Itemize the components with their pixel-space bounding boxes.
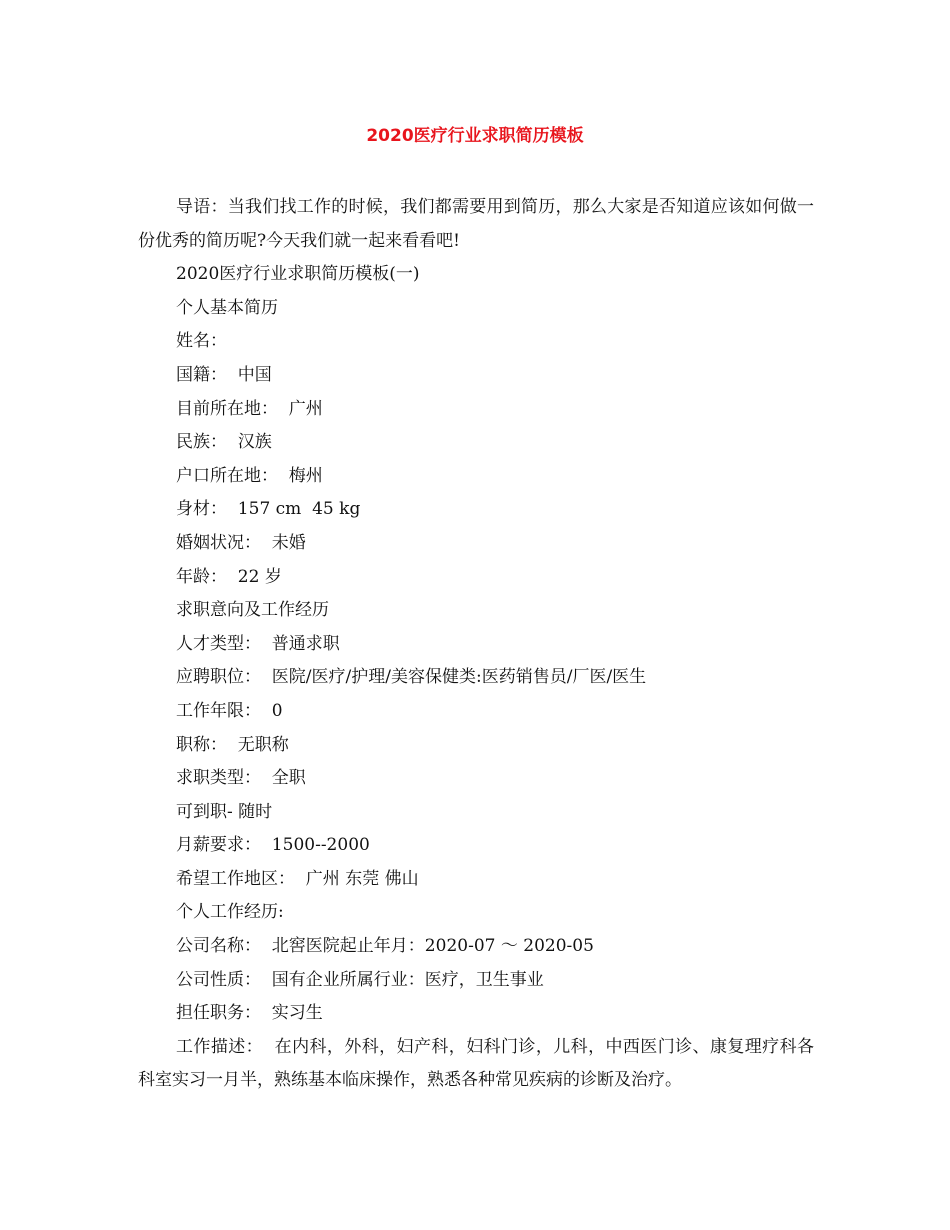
field-line: 人才类型： 普通求职 xyxy=(176,633,340,654)
section-heading: 求职意向及工作经历 xyxy=(176,600,329,621)
intro-paragraph: 导语：当我们找工作的时候，我们都需要用到简历，那么大家是否知道应该如何做一份优秀的简历呢?今天我们就一起来看看吧! xyxy=(138,197,814,251)
field-line: 希望工作地区： 广州 东莞 佛山 xyxy=(176,868,419,889)
field-line: 应聘职位： 医院/医疗/护理/美容保健类:医药销售员/厂医/医生 xyxy=(176,667,647,688)
field-line: 姓名： xyxy=(176,331,227,352)
field-line: 职称： 无职称 xyxy=(176,734,289,755)
field-line: 目前所在地： 广州 xyxy=(176,398,323,419)
field-line: 户口所在地： 梅州 xyxy=(176,465,323,486)
field-line: 婚姻状况： 未婚 xyxy=(176,532,306,553)
field-line: 国籍： 中国 xyxy=(176,364,272,385)
field-line: 公司性质： 国有企业所属行业：医疗，卫生事业 xyxy=(176,969,544,990)
work-description-paragraph: 工作描述： 在内科，外科，妇产科，妇科门诊，儿科，中西医门诊、康复理疗科各科室实习一月半，熟练基本临床操作，熟悉各种常见疾病的诊断及治疗。 xyxy=(138,1036,814,1091)
field-line: 年龄： 22 岁 xyxy=(176,566,282,587)
field-line: 工作年限： 0 xyxy=(176,700,283,721)
section-heading: 2020医疗行业求职简历模板(一) xyxy=(176,264,420,285)
section-heading: 个人基本简历 xyxy=(176,297,278,318)
document-body xyxy=(138,191,814,1098)
field-line: 公司名称： 北窖医院起止年月：2020-07 ～ 2020-05 xyxy=(176,936,594,957)
field-line: 月薪要求： 1500--2000 xyxy=(176,835,370,856)
field-line: 求职类型： 全职 xyxy=(176,768,306,789)
field-line: 担任职务： 实习生 xyxy=(176,1003,323,1024)
section-heading: 个人工作经历: xyxy=(176,902,284,923)
document-title: 2020医疗行业求职简历模板 xyxy=(366,126,584,146)
field-line: 身材： 157 cm 45 kg xyxy=(176,499,361,520)
field-line: 民族： 汉族 xyxy=(176,432,272,453)
field-line: 可到职- 随时 xyxy=(176,801,273,822)
